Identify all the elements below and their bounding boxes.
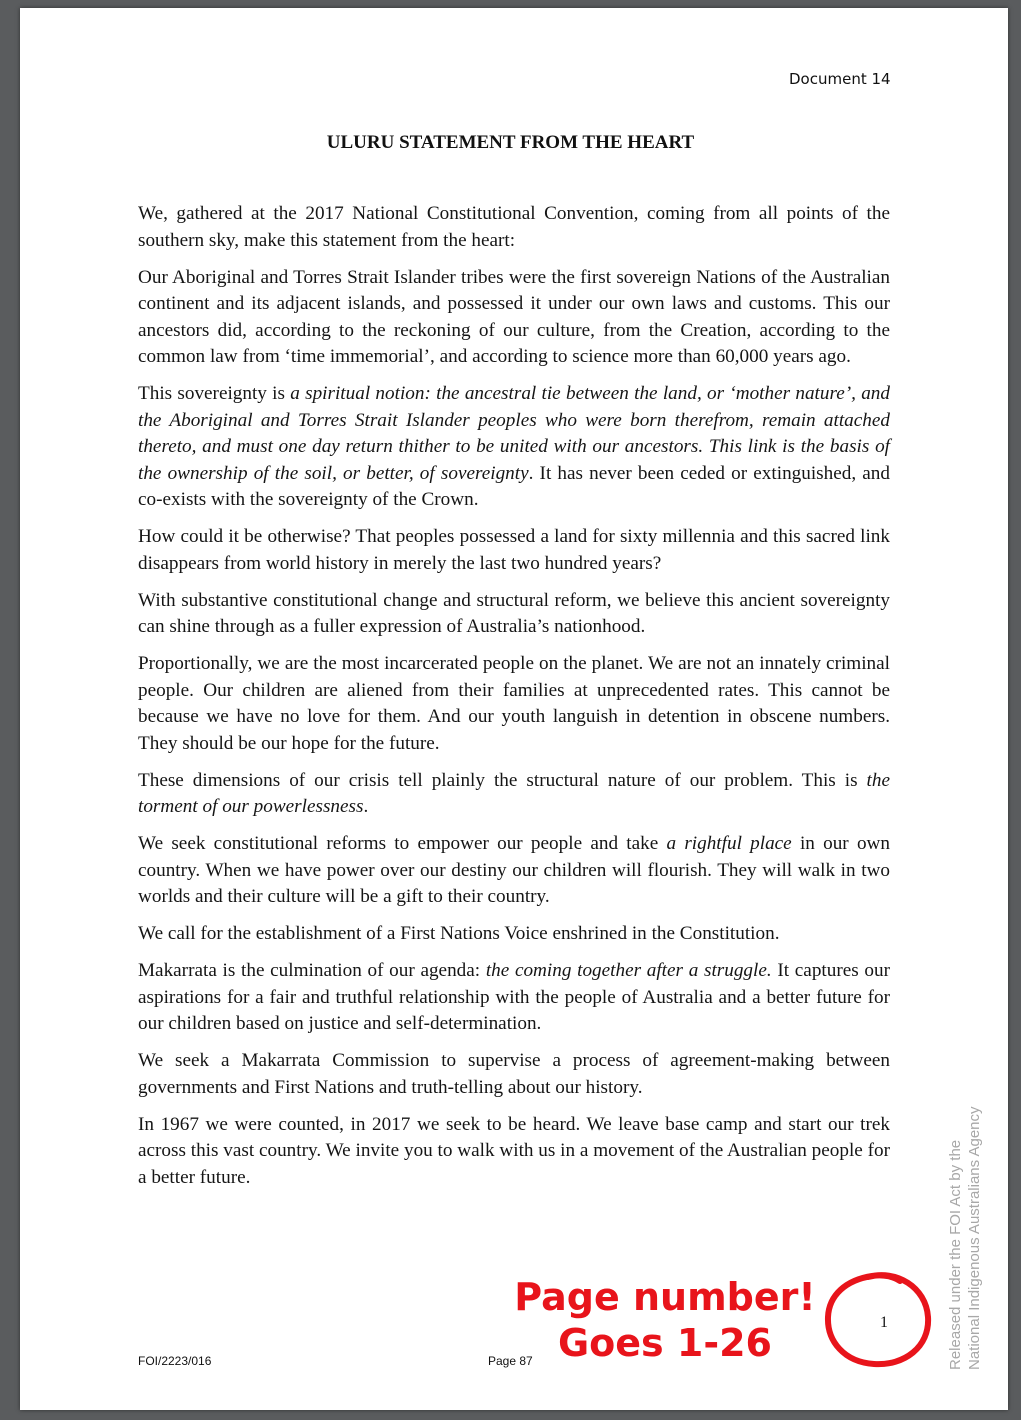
paragraph-3-text-c: . It has never been ceded or extinguished, and co-exists with the sovereignty of the Crown. (138, 462, 890, 510)
paragraph-6: Proportionally, we are the most incarcerated people on the planet. We are not an innately criminal people. Our children are aliened from their families at unprecedented rates. This cannot be because we have no love for them. And our youth languish in detention in obscene numbers. They should be our hope for the future. (138, 653, 890, 754)
footer-reference: FOI/2223/016 (138, 1354, 212, 1368)
paragraph-7-text-a: These dimensions of our crisis tell plainly the structural nature of our problem. This is (138, 769, 867, 791)
foi-release-watermark (946, 1106, 984, 1370)
paragraph-12: In 1967 we were counted, in 2017 we seek to be heard. We leave base camp and start our trek across this vast country. We invite you to walk with us in a movement of the Australian people for a better future. (138, 1113, 890, 1188)
paragraph-1: We, gathered at the 2017 National Constitutional Convention, coming from all points of the southern sky, make this statement from the heart: (138, 203, 890, 251)
paragraph-3-text-a: This sovereignty is (138, 383, 291, 404)
paragraph-7-text-c: . (363, 796, 369, 817)
paragraph-10-text-a: Makarrata is the culmination of our agenda: (138, 960, 486, 981)
annotation-line-2: Goes 1-26 (557, 1321, 772, 1365)
paragraph-9: We call for the establishment of a First Nations Voice enshrined in the Constitution. (138, 923, 780, 944)
document-title: ULURU STATEMENT FROM THE HEART (326, 132, 695, 153)
page-number-annotation (490, 1274, 840, 1366)
paragraph-10-italic: the coming together after a struggle. (485, 960, 772, 981)
watermark-line-2: National Indigenous Australians Agency (966, 1106, 983, 1370)
footer-page-label: Page 87 (488, 1354, 533, 1368)
statement-body (138, 201, 890, 1202)
paragraph-5: With substantive constitutional change and structural reform, we believe this ancient sovereignty can shine through as a fuller expression of Australia’s nationhood. (138, 589, 890, 637)
paragraph-7-italic: the torment of our powerlessness (138, 769, 890, 817)
paragraph-7 (138, 768, 890, 821)
paragraph-11: We seek a Makarrata Commission to supervise a process of agreement-making between governments and First Nations and truth-telling about our history. (138, 1050, 890, 1098)
annotation-line-1: Page number! (514, 1275, 816, 1319)
paragraph-10-text-c: It captures our aspirations for a fair and truthful relationship with the people of Australia and a better future for our children based on justice and self-determination. (138, 960, 890, 1034)
paragraph-10 (138, 958, 890, 1038)
paragraph-8-text-c: in our own country. When we have power over our destiny our children will flourish. They will walk in two worlds and their culture will be a gift to their country. (138, 833, 890, 907)
paragraph-3-italic: a spiritual notion: the ancestral tie between the land, or ‘mother nature’, and the Aboriginal and Torres Strait Islander peoples who were born therefrom, remain attached thereto, and must one day return thither to be united with our ancestors. This link is the basis of the ownership of the soil, or better, of sovereignty (138, 383, 890, 484)
paragraph-8-text-a: We seek constitutional reforms to empower our people and take (138, 833, 667, 854)
paragraph-2: Our Aboriginal and Torres Strait Islander tribes were the first sovereign Nations of the Australian continent and its adjacent islands, and possessed it under our own laws and customs. This our ancestors did, according to the reckoning of our culture, from the Creation, according to the common law from ‘time immemorial’, and according to science more than 60,000 years ago. (138, 266, 890, 367)
paragraph-8-italic: a rightful place (666, 833, 792, 854)
watermark-line-1: Released under the FOI Act by the (947, 1139, 964, 1370)
document-label: Document 14 (789, 70, 891, 88)
annotation-circle (824, 1271, 932, 1369)
page-number: 1 (880, 1314, 888, 1331)
paragraph-3 (138, 381, 890, 514)
paragraph-8 (138, 831, 890, 911)
paragraph-4: How could it be otherwise? That peoples possessed a land for sixty millennia and this sacred link disappears from world history in merely the last two hundred years? (138, 526, 890, 574)
